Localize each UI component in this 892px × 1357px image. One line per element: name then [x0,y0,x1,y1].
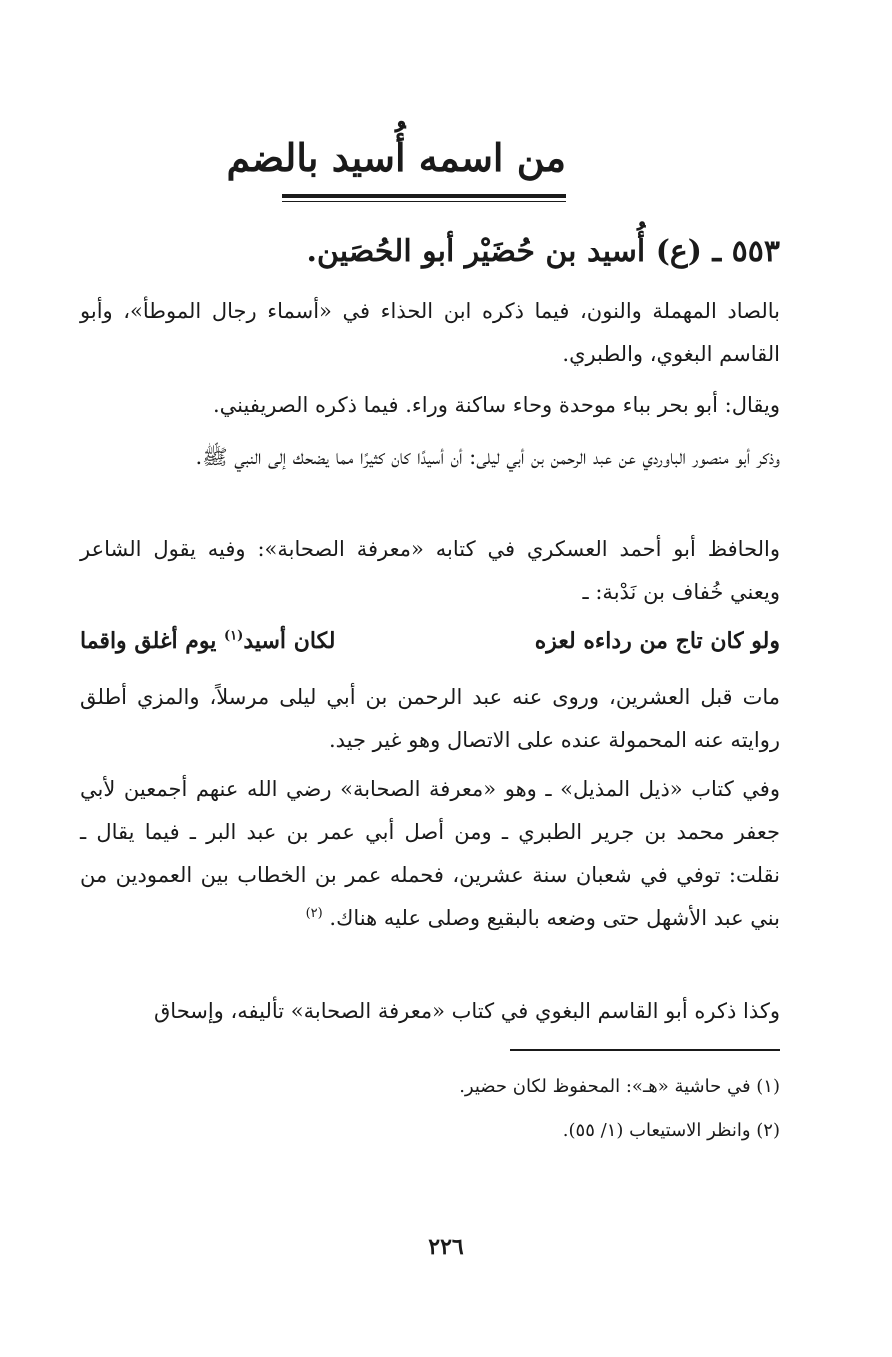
footnote-marker-1[interactable]: (١) [224,628,244,644]
paragraph-baghawi: وكذا ذكره أبو القاسم البغوي في كتاب «معرفة الصحابة» تأليفه، وإسحاق [154,999,780,1023]
heading-underline-thick [282,194,566,198]
entry-title: ٥٥٣ ـ (ع) أُسيد بن حُضَيْر أبو الحُصَين. [306,234,780,269]
section-heading: من اسمه أُسيد بالضم [226,135,566,180]
poetry-verse [80,616,780,666]
page-number: ٢٢٦ [428,1234,464,1260]
verse-second-part-b: يوم أغلق واقما [80,628,225,654]
paragraph-dhayl [80,768,780,940]
paragraph-dhayl-text: وفي كتاب «ذيل المذيل» ـ وهو «معرفة الصحابة» رضي الله عنهم أجمعين لأبي جعفر محمد بن جرير الطبري ـ ومن أصل أبي عمر بن عبد البر ـ فيما يقال ـ نقلت: توفي في شعبان سنة عشرين، فحمله عمر بن الخطاب بين العمودين من بني عبد الأشهل حتى وضعه بالبقيع وصلى عليه هناك. [80,777,780,930]
paragraph-barudi: وذكر أبو منصور الباوردي عن عبد الرحمن بن أبي ليلى: أن أسيدًا كان كثيرًا مما يضحك إلى النبي ﷺ. [195,445,780,469]
verse-second-part-a: لكان أسيد [243,628,336,654]
footnote-separator [510,1049,780,1051]
verse-first-hemistich: ولو كان تاج من رداءه لعزه [534,628,780,654]
footnote-marker-2[interactable]: (٢) [305,906,323,921]
paragraph-death: مات قبل العشرين، وروى عنه عبد الرحمن بن أبي ليلى مرسلاً، والمزي أطلق روايته عنه المحمولة عنده على الاتصال وهو غير جيد. [80,685,780,752]
heading-underline-thin [282,201,566,202]
paragraph-askari: والحافظ أبو أحمد العسكري في كتابه «معرفة الصحابة»: وفيه يقول الشاعر ويعني خُفاف بن نَدْبة: ـ [80,537,780,604]
footnote-2: (٢) وانظر الاستيعاب (١/ ٥٥). [562,1120,780,1141]
paragraph-kunya: ويقال: أبو بحر بباء موحدة وحاء ساكنة وراء. فيما ذكره الصريفيني. [212,393,780,417]
footnote-1: (١) في حاشية «هـ»: المحفوظ لكان حضير. [459,1076,780,1097]
paragraph-spelling: بالصاد المهملة والنون، فيما ذكره ابن الحذاء في «أسماء رجال الموطأ»، وأبو القاسم البغوي، والطبري. [80,299,780,366]
verse-second-hemistich [80,616,335,666]
section-heading-block [226,128,566,202]
